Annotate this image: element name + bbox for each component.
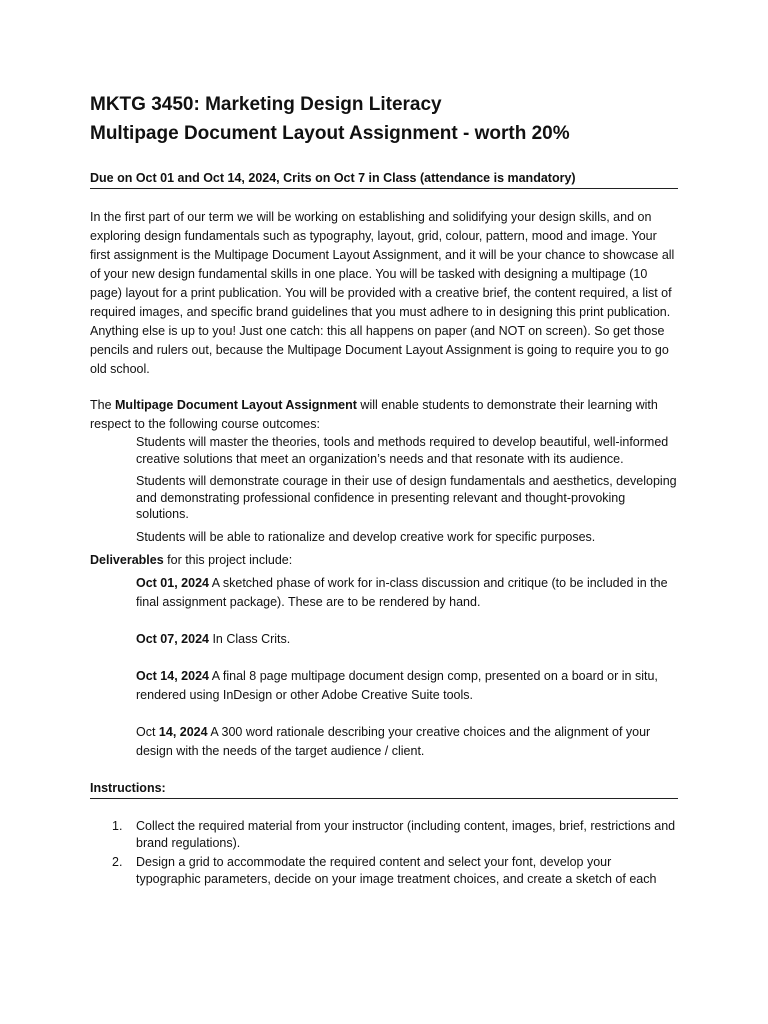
step-text: Collect the required material from your instructor (including content, images, brief, restrictions and brand regulations).: [136, 819, 676, 850]
deliverable-text: In Class Crits.: [208, 632, 291, 646]
outcome-item: Students will be able to rationalize and develop creative work for specific purposes.: [136, 529, 596, 544]
step-text: Design a grid to accommodate the required content and select your font, develop your typographic parameters, decide on your image treatment choices, and create a sketch of each: [136, 855, 657, 886]
outcome-item: Students will demonstrate courage in their use of design fundamentals and aesthetics, developing and demonstrating professional confidence in presenting relevant and thought-provoking solutions.: [136, 474, 677, 521]
deliverables-label: Deliverables: [90, 553, 164, 567]
outcome-item: Students will master the theories, tools and methods required to develop beautiful, well-informed creative solutions that meet an organization’s needs and that resonate with its audience.: [136, 435, 669, 466]
step-number: 2.: [112, 855, 123, 869]
deliverable-date-plain: Oct: [136, 725, 159, 739]
deliverable-item: [136, 667, 678, 705]
outcomes-intro-prefix: The: [90, 398, 116, 412]
due-date-line: Due on Oct 01 and Oct 14, 2024, Crits on Oct 7 in Class (attendance is mandatory): [90, 169, 678, 189]
deliverables-list: [136, 574, 678, 761]
assignment-title: Multipage Document Layout Assignment - worth 20%: [90, 123, 570, 144]
deliverables-intro: [90, 551, 678, 570]
intro-paragraph: In the first part of our term we will be working on establishing and solidifying your design skills, and on exploring design fundamentals such as typography, layout, grid, colour, pattern, mood and image. Your first assignment is the Multipage Document Layout Assignment, and it will be your chance to showcase all of your new design fundamental skills in one place. You will be tasked with designing a multipage (10 page) layout for a print publication. You will be provided with a creative brief, the content required, a list of required images, and specific brand guidelines that you must adhere to in designing this print publication. Anything else is up to you! Just one catch: this all happens on paper (and NOT on screen). So get those pencils and rulers out, because the Multipage Document Layout Assignment is going to require you to go old school.: [90, 210, 675, 376]
course-title: MKTG 3450: Marketing Design Literacy: [90, 94, 442, 115]
deliverable-date: Oct 01, 2024: [136, 576, 209, 590]
deliverables-intro-suffix: for this project include:: [163, 553, 293, 567]
deliverable-date: Oct 14, 2024: [136, 669, 209, 683]
outcomes-intro-suffix: will enable students to demonstrate their learning with respect to the following course outcomes:: [90, 398, 658, 431]
outcomes-intro: [90, 396, 678, 434]
outcomes-intro-bold: Multipage Document Layout Assignment: [115, 398, 357, 412]
deliverable-date: Oct 07, 2024: [136, 632, 209, 646]
instructions-heading: Instructions:: [90, 779, 678, 799]
deliverable-item: [136, 574, 678, 612]
instructions-list: [90, 818, 678, 888]
instruction-step: [90, 818, 678, 852]
deliverable-text: A sketched phase of work for in-class discussion and critique (to be included in the final assignment package). These are to be rendered by hand.: [136, 576, 668, 609]
deliverable-item: [136, 723, 678, 761]
deliverable-date: 14, 2024: [158, 725, 208, 739]
instruction-step: [90, 854, 678, 888]
deliverable-text: A 300 word rationale describing your creative choices and the alignment of your design with the needs of the target audience / client.: [136, 725, 651, 758]
document-page: [90, 90, 678, 890]
step-number: 1.: [112, 819, 123, 833]
deliverable-item: [136, 630, 678, 649]
deliverable-text: A final 8 page multipage document design comp, presented on a board or in situ, rendered using InDesign or other Adobe Creative Suite tools.: [136, 669, 658, 702]
course-outcomes-list: [136, 434, 678, 545]
